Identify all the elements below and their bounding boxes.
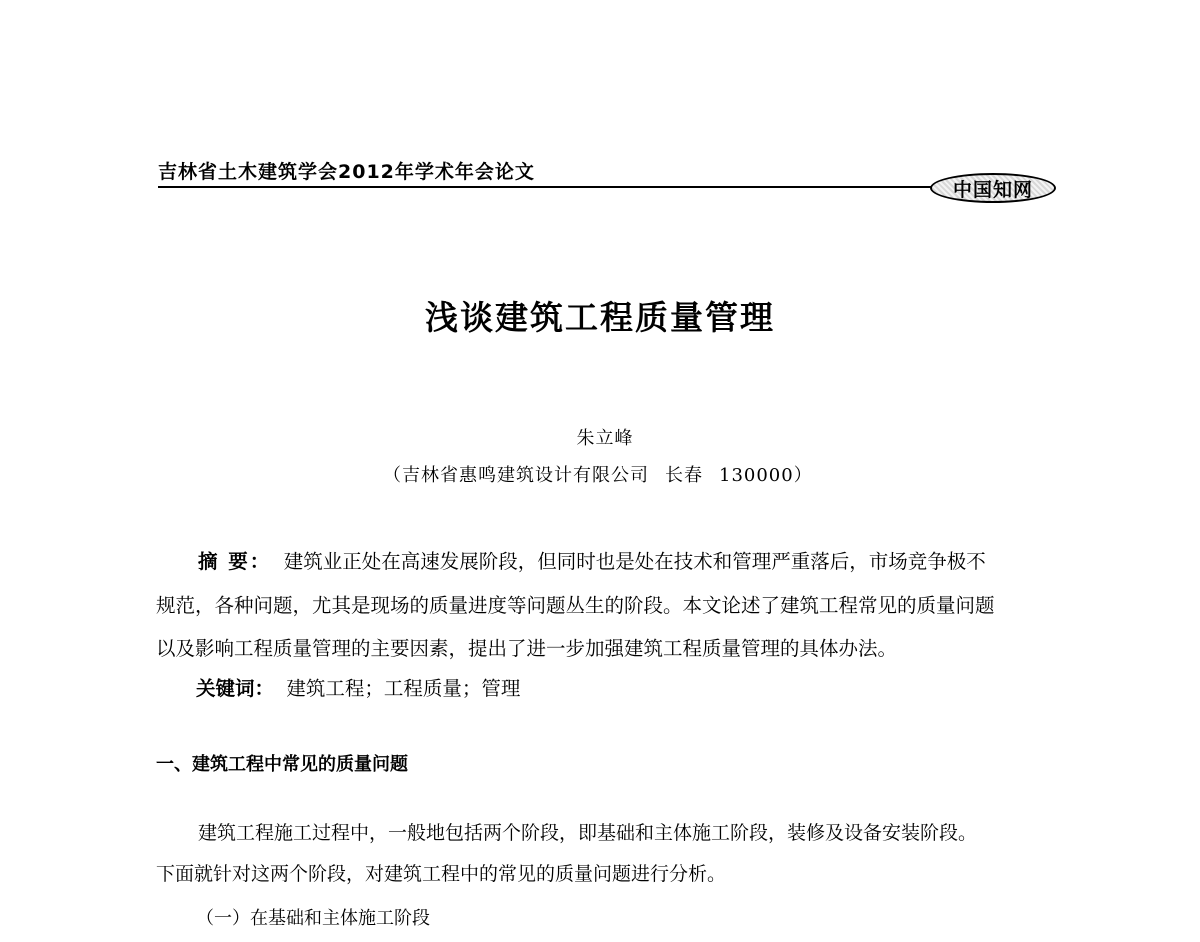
- running-header: 吉林省土木建筑学会2012年学术年会论文: [158, 161, 535, 183]
- subsection-heading: （一）在基础和主体施工阶段: [196, 908, 430, 929]
- author-affiliation: [383, 461, 813, 487]
- abstract-line: 以及影响工程质量管理的主要因素，提出了进一步加强建筑工程质量管理的具体办法。: [156, 637, 898, 660]
- paragraph-line: 下面就针对这两个阶段，对建筑工程中的常见的质量问题进行分析。: [156, 863, 727, 885]
- paper-title: 浅谈建筑工程质量管理: [425, 298, 775, 337]
- abstract-line: 规范，各种问题，尤其是现场的质量进度等问题丛生的阶段。本文论述了建筑工程常见的质量问题: [156, 594, 995, 617]
- affiliation-org: （吉林省惠鸣建筑设计有限公司: [383, 465, 649, 486]
- cnki-logo: [930, 173, 1056, 203]
- paragraph-line: 建筑工程施工过程中，一般地包括两个阶段，即基础和主体施工阶段，装修及设备安装阶段。: [198, 822, 978, 844]
- affiliation-zip: 130000）: [719, 465, 813, 486]
- header-rule: [158, 186, 938, 188]
- abstract-line: [198, 552, 986, 572]
- author-name: 朱立峰: [576, 428, 634, 449]
- keywords-label: 关键词：: [196, 677, 275, 700]
- abstract-label: 摘 要：: [198, 550, 272, 573]
- abstract-text: 建筑业正处在高速发展阶段，但同时也是处在技术和管理严重落后，市场竞争极不: [283, 550, 986, 573]
- keywords-value: 建筑工程；工程质量；管理: [286, 677, 521, 700]
- affiliation-city: 长春: [665, 465, 703, 486]
- keywords-line: [196, 679, 520, 699]
- cnki-logo-text: 中国知网: [952, 178, 1033, 201]
- section-heading: 一、建筑工程中常见的质量问题: [156, 754, 408, 775]
